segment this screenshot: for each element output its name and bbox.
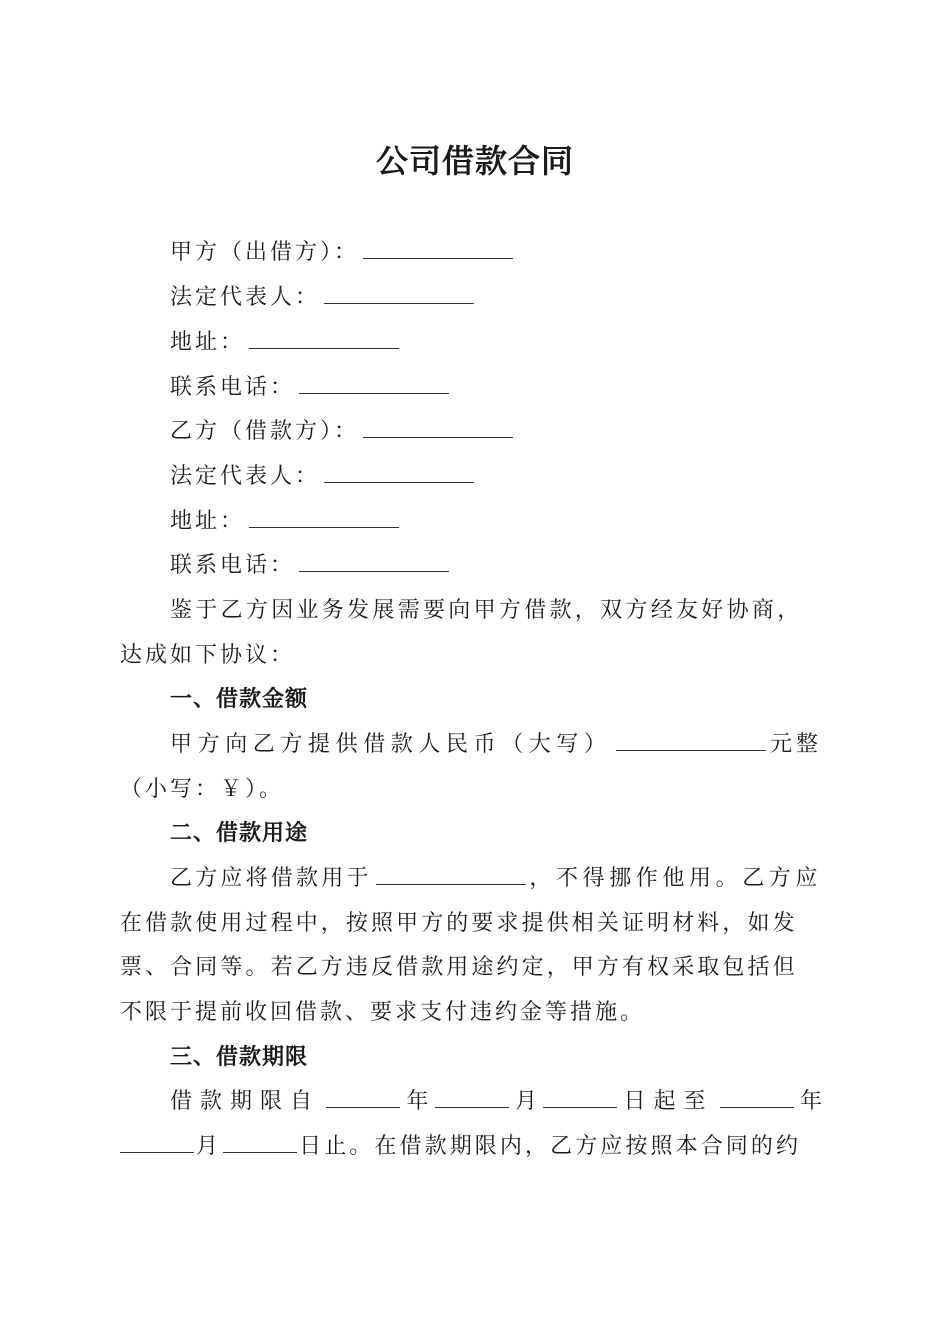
party-b-rep-label: 法定代表人： <box>170 464 321 489</box>
section-1-text-b: 元整 <box>769 732 822 757</box>
section-1-line-2: （小写：￥）。 <box>120 777 285 802</box>
section-2-line-2: 在借款使用过程中，按照甲方的要求提供相关证明材料，如发 <box>120 911 798 936</box>
section-2-text-b: ，不得挪作他用。乙方应 <box>529 866 822 891</box>
preamble-line-1: 鉴于乙方因业务发展需要向甲方借款，双方经友好协商， <box>170 598 803 623</box>
section-3-text-a: 借款期限自 <box>170 1089 321 1114</box>
preamble-line-2: 达成如下协议： <box>120 643 296 668</box>
section-3-line-1 <box>170 1087 822 1117</box>
section-2-line-3: 票、合同等。若乙方违反借款用途约定，甲方有权采取包括但 <box>120 955 798 980</box>
party-b-phone-line <box>170 551 449 581</box>
section-1-text-a: 甲方向乙方提供借款人民币（大写） <box>170 732 612 757</box>
party-b-rep-blank[interactable] <box>324 462 474 483</box>
section-3-text-f: 月 <box>196 1134 222 1159</box>
party-b-phone-blank[interactable] <box>299 551 449 572</box>
party-b-address-line <box>170 507 399 537</box>
party-b-rep-line <box>170 462 474 492</box>
party-b-phone-label: 联系电话： <box>170 553 296 578</box>
amount-uppercase-blank[interactable] <box>616 730 766 751</box>
party-a-rep-line <box>170 283 474 313</box>
start-day-blank[interactable] <box>543 1087 617 1108</box>
section-2-heading: 二、借款用途 <box>170 821 309 846</box>
section-2-line-4: 不限于提前收回借款、要求支付违约金等措施。 <box>120 1000 646 1025</box>
end-year-blank[interactable] <box>720 1087 794 1108</box>
party-a-rep-blank[interactable] <box>324 283 474 304</box>
end-month-blank[interactable] <box>120 1132 194 1153</box>
section-3-text-d: 日起至 <box>623 1089 714 1114</box>
party-a-phone-blank[interactable] <box>299 373 449 394</box>
loan-purpose-blank[interactable] <box>376 864 526 885</box>
end-day-blank[interactable] <box>223 1132 297 1153</box>
section-2-line-1 <box>170 864 822 894</box>
section-1-line-1 <box>170 730 822 760</box>
party-a-address-line <box>170 328 399 358</box>
party-b-label: 乙方（借款方）： <box>170 419 360 444</box>
party-b-address-blank[interactable] <box>249 507 399 528</box>
section-3-text-e: 年 <box>799 1089 822 1114</box>
section-2-text-a: 乙方应将借款用于 <box>170 866 372 891</box>
party-a-address-blank[interactable] <box>249 328 399 349</box>
party-a-phone-line <box>170 373 449 403</box>
section-3-text-g: 日止。在借款期限内，乙方应按照本合同的约 <box>299 1134 802 1159</box>
party-a-rep-label: 法定代表人： <box>170 285 321 310</box>
start-month-blank[interactable] <box>435 1087 509 1108</box>
party-b-blank[interactable] <box>363 417 513 438</box>
party-a-blank[interactable] <box>363 238 513 259</box>
party-a-label: 甲方（出借方）： <box>170 240 360 265</box>
party-a-phone-label: 联系电话： <box>170 375 296 400</box>
party-a-line <box>170 238 513 268</box>
party-a-address-label: 地址： <box>170 330 246 355</box>
section-1-heading: 一、借款金额 <box>170 687 309 712</box>
section-3-line-2 <box>120 1132 801 1162</box>
document-title: 公司借款合同 <box>375 142 574 180</box>
party-b-line <box>170 417 513 447</box>
section-3-text-b: 年 <box>406 1089 429 1114</box>
party-b-address-label: 地址： <box>170 509 246 534</box>
section-3-heading: 三、借款期限 <box>170 1045 309 1070</box>
section-3-text-c: 月 <box>514 1089 537 1114</box>
start-year-blank[interactable] <box>326 1087 400 1108</box>
